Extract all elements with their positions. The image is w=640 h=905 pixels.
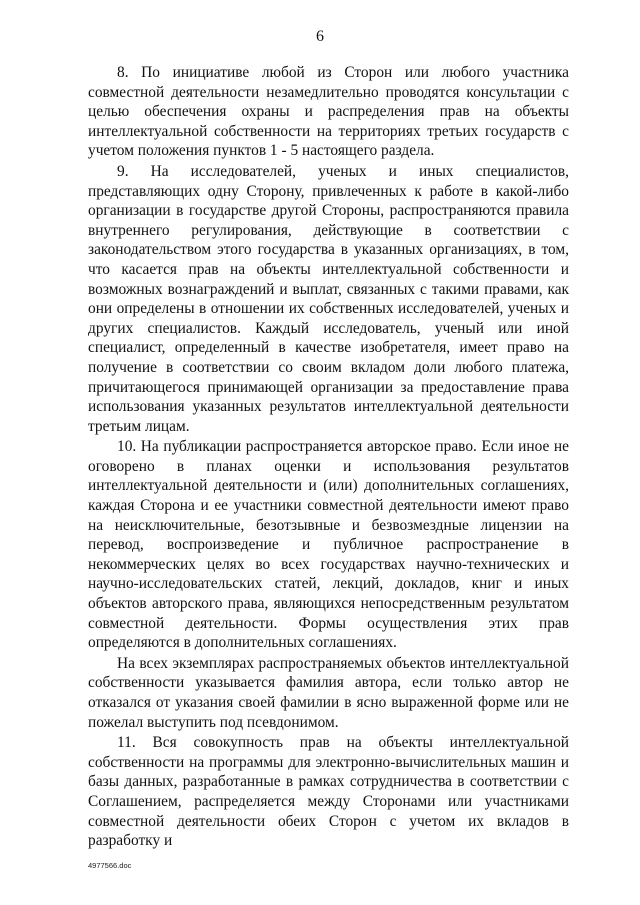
paragraph-item-8: 8. По инициативе любой из Сторон или любого участника совместной деятельности незамедлительно проводятся консультации с целью обеспечения охраны и распределения прав на объекты интеллектуальной собственности на территориях третьих государств с учетом положения пунктов 1 - 5 настоящего раздела. bbox=[88, 64, 569, 160]
file-name-footer: 4977566.doc bbox=[88, 861, 132, 870]
page-number: 6 bbox=[316, 28, 324, 45]
paragraph-item-10: 10. На публикации распространяется авторское право. Если иное не оговорено в планах оценки и использования результатов интеллектуальной деятельности и (или) дополнительных соглашениях, каждая Сторона и ее участники совместной деятельности имеют право на неисключительные, безотзывные и безвозмездные лицензии на перевод, воспроизведение и публичное распространение в некоммерческих целях во всех государствах научно-технических и научно-исследовательских статей, лекций, докладов, книг и иных объектов авторского права, являющихся непосредственным результатом совместной деятельности. Формы осуществления этих прав определяются в дополнительных соглашениях. bbox=[88, 438, 569, 652]
paragraph-author-name: На всех экземплярах распространяемых объектов интеллектуальной собственности указывается фамилия автора, если только автор не отказался от указания своей фамилии в ясно выраженной форме или не пожелал выступить под псевдонимом. bbox=[88, 654, 569, 731]
document-body bbox=[88, 63, 569, 851]
paragraph-item-9: 9. На исследователей, ученых и иных специалистов, представляющих одну Сторону, привлеченных к работе в какой-либо организации в государстве другой Стороны, распространяются правила внутреннего регулирования, действующие в соответствии с законодательством этого государства в указанных организациях, в том, что касается прав на объекты интеллектуальной собственности и возможных вознаграждений и выплат, связанных с такими правами, как они определены в отношении их собственных исследователей, ученых и других специалистов. Каждый исследователь, ученый или иной специалист, определенный в качестве изобретателя, имеет право на получение в соответствии со своим вкладом доли любого платежа, причитающегося принимающей организации за предоставление права использования указанных результатов интеллектуальной деятельности третьим лицам. bbox=[88, 162, 569, 435]
paragraph-item-11: 11. Вся совокупность прав на объекты интеллектуальной собственности на программы для электронно-вычислительных машин и базы данных, разработанные в рамках сотрудничества в соответствии с Соглашением, распределяется между Сторонами или участниками совместной деятельности обеих Сторон с учетом их вкладов в разработку и bbox=[88, 734, 569, 850]
